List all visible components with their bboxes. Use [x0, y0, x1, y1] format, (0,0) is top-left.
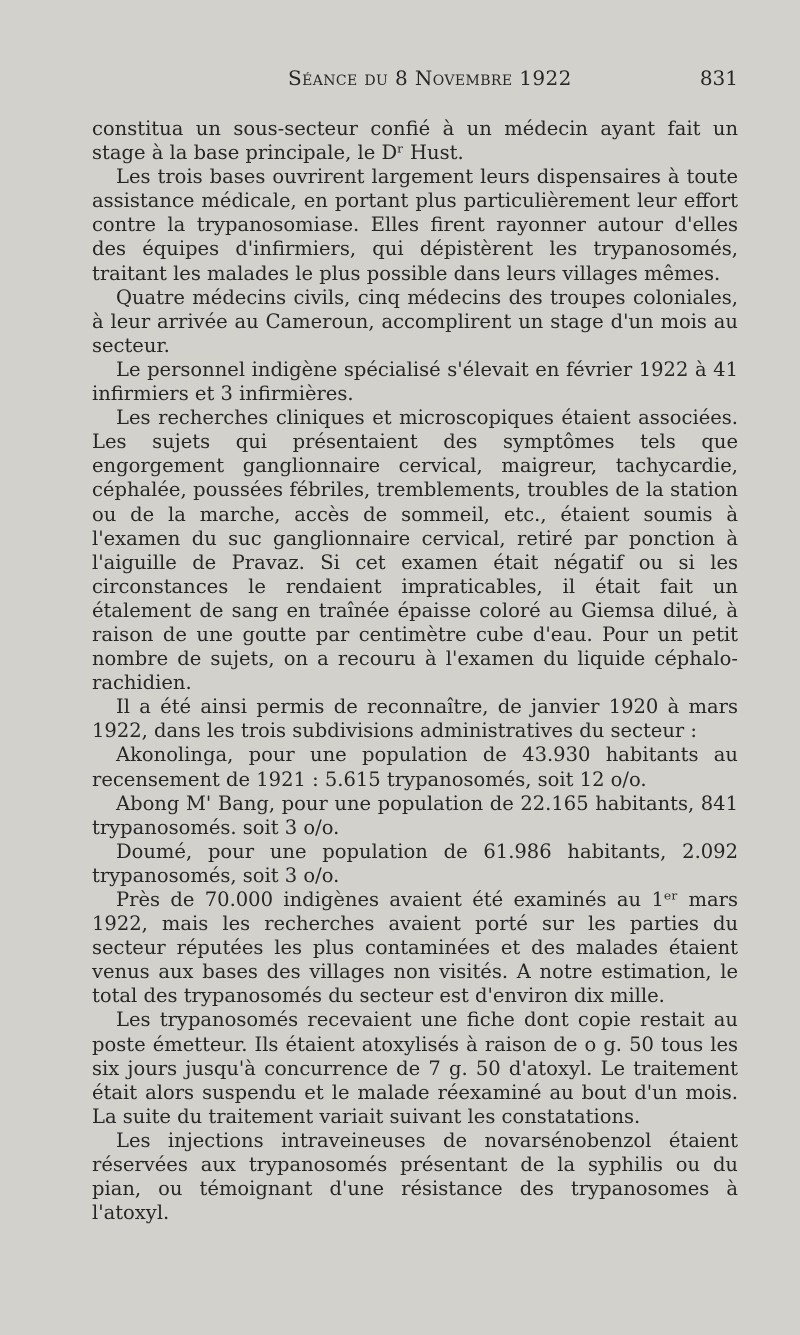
paragraph-treatment: Les trypanosomés recevaient une fiche dont copie restait au poste émetteur. Ils étaient atoxylisés à raison de o g. 50 tous les six jours jusqu'à concurrence de 7 g. 50 d'atoxyl. Le traitement était alors suspendu et le malade réexaminé au bout d'un mois. La suite du traitement variait suivant les constatations.: [92, 1008, 738, 1128]
paragraph-doume: Doumé, pour une population de 61.986 habitants, 2.092 trypanosomés, soit 3 o/o.: [92, 839, 738, 887]
paragraph-abong-mbang: Abong M' Bang, pour une population de 22.165 habitants, 841 trypanosomés. soit 3 o/o.: [92, 791, 738, 839]
body-text: [92, 117, 738, 1225]
paragraph-akonolinga: Akonolinga, pour une population de 43.930 habitants au recensement de 1921 : 5.615 trypanosomés, soit 12 o/o.: [92, 743, 738, 791]
paragraph-bases: Les trois bases ouvrirent largement leurs dispensaires à toute assistance médicale, en portant plus particulièrement leur effort contre la trypanosomiase. Elles firent rayonner autour d'elles des équipes d'infirmiers, qui dépistèrent les trypanosomés, traitant les malades le plus possible dans leurs villages mêmes.: [92, 165, 738, 285]
paragraph-examined: Près de 70.000 indigènes avaient été examinés au 1ᵉʳ mars 1922, mais les recherches avaient porté sur les parties du secteur réputées les plus contaminées et des malades étaient venus aux bases des villages non visités. A notre estimation, le total des trypanosomés du secteur est d'environ dix mille.: [92, 888, 738, 1008]
paragraph-continuation: constitua un sous-secteur confié à un médecin ayant fait un stage à la base principale, le Dʳ Hust.: [92, 117, 738, 165]
running-head: Séance du 8 Novembre 1922: [288, 66, 572, 90]
paragraph-research: Les recherches cliniques et microscopiques étaient associées. Les sujets qui présentaient des symptômes tels que engorgement ganglionnaire cervical, maigreur, tachycardie, céphalée, poussées fébriles, tremblements, troubles de la station ou de la marche, accès de sommeil, etc., étaient soumis à l'examen du suc ganglionnaire cervical, retiré par ponction à l'aiguille de Pravaz. Si cet examen était négatif ou si les circonstances le rendaient impraticables, il était fait un étalement de sang en traînée épaisse coloré au Giemsa dilué, à raison de une goutte par centimètre cube d'eau. Pour un petit nombre de sujets, on a recouru à l'examen du liquide céphalo-rachidien.: [92, 406, 738, 695]
paragraph-recognition: Il a été ainsi permis de reconnaître, de janvier 1920 à mars 1922, dans les trois subdivisions administratives du secteur :: [92, 695, 738, 743]
page-header: [92, 66, 738, 96]
paragraph-personnel: Le personnel indigène spécialisé s'élevait en février 1922 à 41 infirmiers et 3 infirmières.: [92, 357, 738, 406]
page-number: 831: [699, 66, 738, 90]
paragraph-injections: Les injections intraveineuses de novarsénobenzol étaient réservées aux trypanosomés présentant de la syphilis ou du pian, ou témoignant d'une résistance des trypanosomes à l'atoxyl.: [92, 1128, 738, 1225]
paragraph-doctors: Quatre médecins civils, cinq médecins des troupes coloniales, à leur arrivée au Cameroun, accomplirent un stage d'un mois au secteur.: [92, 285, 738, 357]
